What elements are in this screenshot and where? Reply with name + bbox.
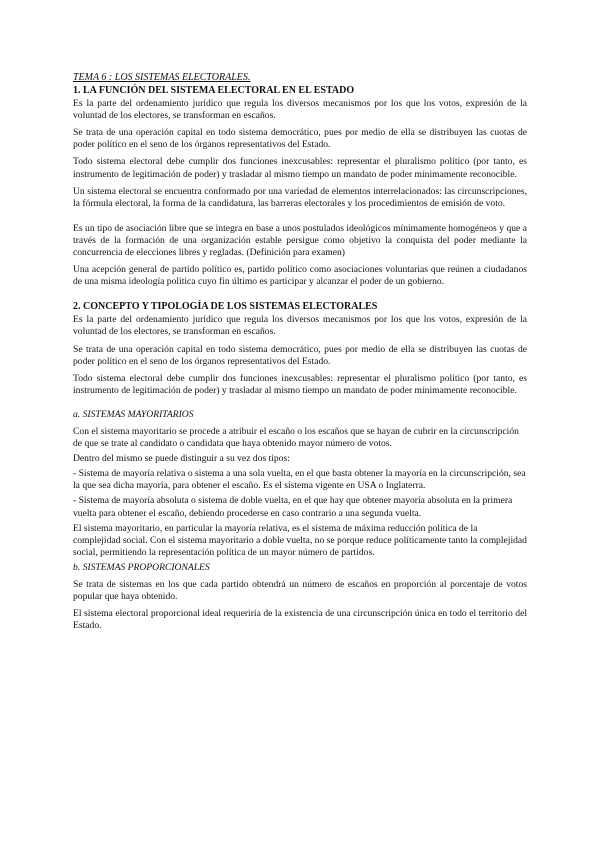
- section-2-paragraph-2: Se trata de una operación capital en todo sistema democrático, pues por medio de ella se distribuyen las cuotas de poder político en el seno de los órganos representativos del Estado.: [73, 343, 527, 367]
- section-1-paragraph-1: Es la parte del ordenamiento jurídico que regula los diversos mecanismos por los que los votos, expresión de la voluntad de los electores, se transforman en escaños.: [73, 98, 527, 122]
- section-1-paragraph-5: Es un tipo de asociación libre que se integra en base a unos postulados ideológicos mínimamente homogéneos y que a través de la formación de una organización estable persigue como objetivo la conquista del poder mediante la concurrencia de elecciones libres y regladas. (Definición para examen): [73, 222, 527, 259]
- document-title: TEMA 6 : LOS SISTEMAS ELECTORALES.: [73, 72, 251, 83]
- subsection-a-paragraph-1: Con el sistema mayoritario se procede a atribuir el escaño o los escaños que se hayan de cubrir en la circunscripción de que se trate al candidato o candidata que haya obtenido mayor número de votos.: [73, 425, 519, 450]
- subsection-b-paragraph-2: El sistema electoral proporcional ideal requeriría de la existencia de una circunscripción única en todo el territorio del Estado.: [73, 608, 527, 632]
- section-1-paragraph-6: Una acepción general de partido político es, partido político como asociaciones voluntarias que reúnen a ciudadanos de una misma ideología política cuyo fin último es participar y alcanzar el poder de un gobierno.: [73, 264, 527, 288]
- section-2-paragraph-3: Todo sistema electoral debe cumplir dos funciones inexcusables: representar el pluralismo político (por tanto, es instrumento de legitimación de poder) y trasladar al mismo tiempo un mandato de poder mínimamente reconocible.: [73, 372, 527, 396]
- subsection-a-paragraph-4: - Sistema de mayoría absoluta o sistema de doble vuelta, en el que hay que obtener mayoría absoluta en la primera vuelta para obtener el escaño, debiendo procederse en caso contrario a una segunda vuelta.: [73, 495, 513, 519]
- subsection-a-paragraph-5: El sistema mayoritario, en particular la mayoría relativa, es el sistema de máxima reducción política de la complejidad social. Con el sistema mayoritario a doble vuelta, no se porque reduce políticamente tanto la complejidad social, permitiendo la representación política de un mayor número de partidos.: [73, 522, 527, 558]
- subsection-a-heading: a. SISTEMAS MAYORITARIOS: [73, 408, 194, 420]
- document-page: [73, 72, 527, 637]
- subsection-a-paragraph-2: Dentro del mismo se puede distinguir a su vez dos tipos:: [73, 453, 290, 465]
- section-1-paragraph-4: Un sistema electoral se encuentra conformado por una variedad de elementos interrelacionados: las circunscripciones, la fórmula electoral, la forma de la candidatura, las barreras electorales y los procedimientos de emisión de voto.: [73, 185, 527, 209]
- subsection-b-paragraph-1: Se trata de sistemas en los que cada partido obtendrá un número de escaños en proporción al porcentaje de votos popular que haya obtenido.: [73, 579, 527, 603]
- subsection-a-paragraph-3: - Sistema de mayoría relativa o sistema a una sola vuelta, en el que basta obtener la mayoría en la circunscripción, sea la que sea dicha mayoría, para obtener el escaño. Es el sistema vigente en USA o Inglaterra.: [73, 468, 526, 492]
- section-2-heading: 2. CONCEPTO Y TIPOLOGÍA DE LOS SISTEMAS ELECTORALES: [73, 301, 378, 313]
- spacer: [73, 215, 527, 223]
- section-1-paragraph-2: Se trata de una operación capital en todo sistema democrático, pues por medio de ella se distribuyen las cuotas de poder político en el seno de los órganos representativos del Estado.: [73, 127, 527, 151]
- subsection-a-body: [73, 426, 527, 559]
- section-1-paragraph-3: Todo sistema electoral debe cumplir dos funciones inexcusables: representar el pluralismo político (por tanto, es instrumento de legitimación de poder) y trasladar al mismo tiempo un mandato de poder mínimamente reconocible.: [73, 156, 527, 180]
- subsection-b-heading: b. SISTEMAS PROPORCIONALES: [73, 561, 210, 573]
- section-2-paragraph-1: Es la parte del ordenamiento jurídico que regula los diversos mecanismos por los que los votos, expresión de la voluntad de los electores, se transforman en escaños.: [73, 314, 527, 338]
- section-1-heading: 1. LA FUNCIÓN DEL SISTEMA ELECTORAL EN EL ESTADO: [73, 85, 355, 97]
